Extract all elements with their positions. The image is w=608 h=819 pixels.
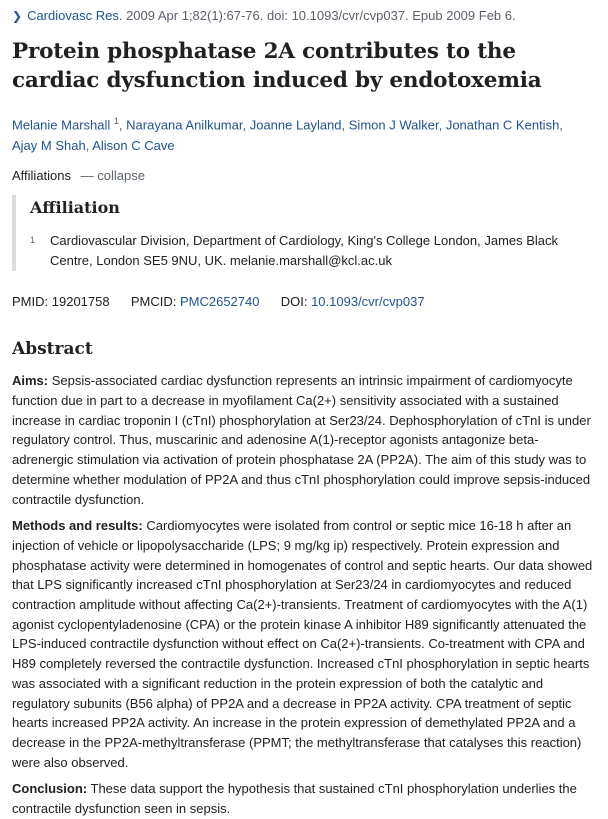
author-link[interactable]: Narayana Anilkumar — [126, 117, 243, 133]
abstract-section-text: Cardiomyocytes were isolated from control or septic mice 16-18 h after an injection of vehicle or lipopolysaccharide (LPS; 9 mg/kg ip) respectively. Protein expression and phosphatase activity were determined in homogenates of control and septic hearts. Our data showed that LPS significantly increased cTnI phosphorylation at Ser23/24 in cardiomyocytes and reduced contraction amplitude without affecting Ca(2+)-transients. Treatment of cardiomyocytes with the A(1) agonist cyclopentyladenosine (CPA) or the protein kinase A inhibitor H89 significantly attenuated the LPS-induced contractile dysfunction without effect on Ca(2+)-transients. Co-treatment with CPA and H89 completely reversed the contractile dysfunction. Increased cTnI phosphorylation in septic hearts was associated with a significant reduction in the protein expression of both the catalytic and regulatory subunits (B56 alpha) of PP2A and a decrease in PP2A activity. CPA treatment of septic hearts increased PP2A activity. An increase in the protein expression of demethylated PP2A and a decrease in the PP2A-methyltransferase (PPMT; the methyltransferase that catalyses this reaction) were also observed. — [12, 518, 593, 770]
affiliation-text: Cardiovascular Division, Department of Cardiology, King's College London, James Black Centre, London SE5 9NU, UK. melanie.marshall@kcl.ac.uk — [50, 233, 559, 269]
author-link[interactable]: Alison C Cave — [92, 138, 175, 154]
citation-line — [12, 7, 596, 25]
abstract-section-label: Aims: — [12, 373, 49, 389]
pmcid-link[interactable]: PMC2652740 — [179, 294, 260, 310]
pmcid-label: PMCID: — [130, 294, 177, 310]
abstract-conclusion — [12, 779, 596, 818]
identifiers-row — [12, 293, 596, 311]
affiliations-label: Affiliations — [12, 168, 72, 184]
author-affiliation-ref[interactable]: 1 — [113, 116, 119, 126]
abstract-methods-results — [12, 516, 596, 772]
affiliation-box — [12, 195, 596, 271]
doi-label: DOI: — [280, 294, 308, 310]
abstract-section-label: Methods and results: — [12, 518, 143, 534]
abstract-aims — [12, 371, 596, 509]
article-title: Protein phosphatase 2A contributes to the cardiac dysfunction induced by endotoxemia — [12, 39, 542, 93]
author-link[interactable]: Simon J Walker — [348, 117, 439, 133]
abstract-section-label: Conclusion: — [12, 781, 88, 797]
abstract-section-text: Sepsis-associated cardiac dysfunction represents an intrinsic impairment of cardiomyocyte function due in part to a decrease in myofilament Ca(2+) sensitivity associated with a sustained increase in cardiac troponin I (cTnI) phosphorylation at Ser23/24. Dephosphorylation of cTnI is under regulatory control. Thus, muscarinic and adenosine A(1)-receptor agonists antagonize beta-adrenergic stimulation via activation of protein phosphatase 2A (PP2A). The aim of this study was to determine whether modulation of PP2A and thus cTnI phosphorylation could improve sepsis-induced contractile dysfunction. — [12, 373, 591, 507]
affiliations-toggle[interactable] — [12, 167, 596, 185]
pmid-value: 19201758 — [51, 294, 110, 310]
doi-link[interactable]: 10.1093/cvr/cvp037 — [311, 294, 425, 310]
journal-link[interactable]: Cardiovasc Res. — [27, 8, 123, 23]
author-list: Melanie Marshall $^1$, Narayana Anilkumar, Joanne Layland, Simon J Walker, Jonathan C Kentish, Ajay M Shah, Alison C Cave — [12, 116, 563, 154]
author-link[interactable]: Jonathan C Kentish — [445, 117, 560, 133]
author-link[interactable]: Melanie Marshall — [12, 117, 111, 133]
collapse-toggle[interactable]: — collapse — [80, 168, 145, 184]
abstract-section-text: These data support the hypothesis that sustained cTnI phosphorylation underlies the contractile dysfunction seen in sepsis. — [12, 781, 577, 817]
citation-details: 2009 Apr 1;82(1):67-76. doi: 10.1093/cvr/cvp037. Epub 2009 Feb 6. — [126, 8, 516, 23]
affiliation-number: 1 — [30, 235, 36, 246]
author-link[interactable]: Ajay M Shah — [12, 138, 86, 154]
pmid-label: PMID: — [12, 294, 49, 310]
abstract-heading: Abstract — [12, 339, 93, 360]
affiliation-heading: Affiliation — [30, 198, 120, 218]
affiliation-item — [30, 231, 596, 271]
chevron-right-icon[interactable]: ❯ — [12, 9, 23, 23]
author-link[interactable]: Joanne Layland — [249, 117, 342, 133]
